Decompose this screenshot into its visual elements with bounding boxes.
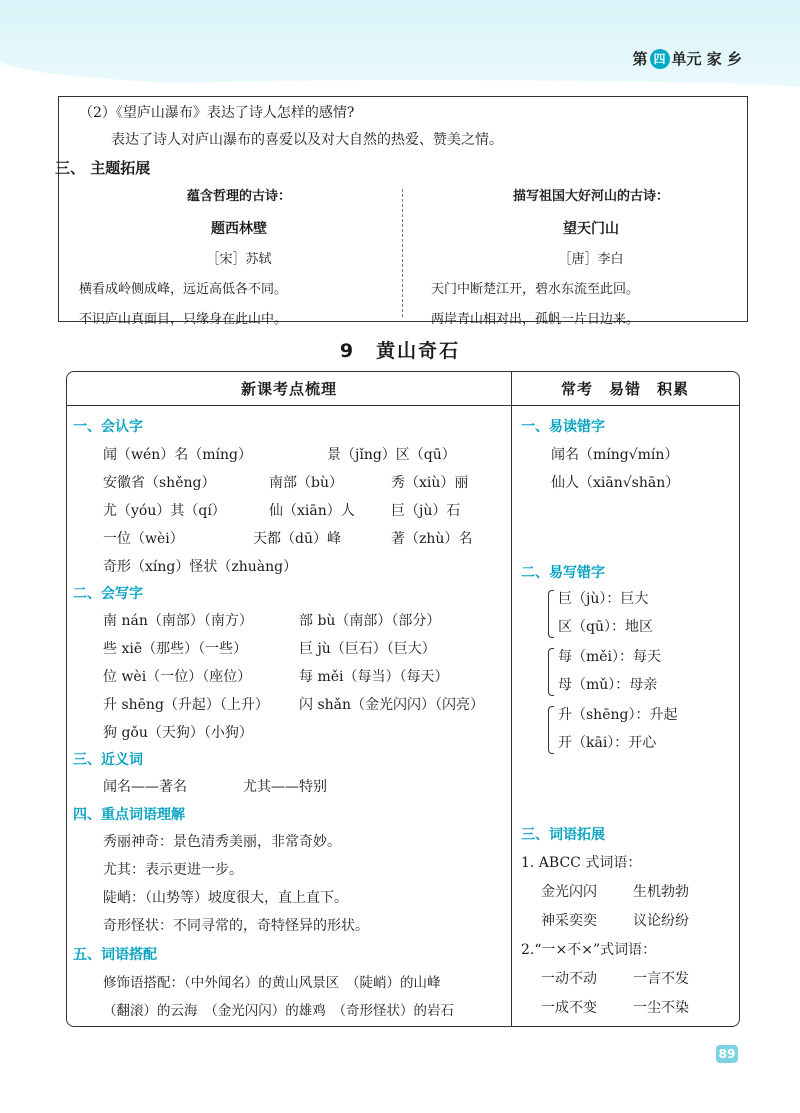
synonym-pair: 尤其——特别 <box>243 779 327 795</box>
page-number: 89 <box>716 1045 738 1063</box>
section-expand-title: 三、词语拓展 <box>521 827 605 843</box>
write-item: 些 xiē（那些）（一些） <box>103 641 248 657</box>
section-title: 三、 主题拓展 <box>55 159 151 177</box>
recognize-item: 一位（wèi） <box>103 531 184 547</box>
collocation-line: 修饰语搭配：（中外闻名）的黄山风景区 （陡峭）的山峰 <box>103 975 441 991</box>
dashed-divider <box>402 189 403 317</box>
confusable-item: 开（kāi）：开心 <box>558 735 657 751</box>
expand-word: 金光闪闪 <box>541 884 597 900</box>
poem-line: 两岸青山相对出，孤帆一片日边来。 <box>431 312 640 327</box>
poem-title: 题西林壁 <box>211 221 267 237</box>
poem-author: ［宋］苏轼 <box>206 252 272 267</box>
poem-author: ［唐］李白 <box>558 252 624 267</box>
expand-word: 议论纷纷 <box>633 913 689 929</box>
recognize-item: 仙（xiān）人 <box>269 503 355 519</box>
write-item: 南 nán（南部）（南方） <box>103 613 253 629</box>
lesson-box <box>66 371 740 1027</box>
recognize-item: 景（jǐng）区（qū） <box>327 447 456 463</box>
recognize-item: 奇形（xíng）怪状（zhuàng） <box>103 559 298 575</box>
right-column-header: 常考 易错 积累 <box>511 372 739 406</box>
collocation-line: （翻滚）的云海 （金光闪闪）的雄鸡 （奇形怪状）的岩石 <box>103 1003 454 1019</box>
write-item: 每 měi（每当）（每天） <box>299 669 449 685</box>
recognize-item: 天都（dū）峰 <box>253 531 341 547</box>
synonym-pair: 闻名——著名 <box>103 779 187 795</box>
unit-label <box>633 48 742 69</box>
keyword-item: 陡峭：（山势等）坡度很大，直上直下。 <box>103 890 348 906</box>
confusable-item: 升（shēng）：升起 <box>558 707 678 723</box>
expand-word: 一言不发 <box>633 971 689 987</box>
write-item: 狗 gǒu（天狗）（小狗） <box>103 725 253 741</box>
expand-pattern: 2.“一×不×”式词语： <box>521 942 657 958</box>
expand-word: 生机勃勃 <box>633 884 689 900</box>
lesson-title: 9 黄山奇石 <box>339 340 461 362</box>
write-item: 闪 shǎn（金光闪闪）（闪亮） <box>299 697 485 713</box>
confusable-item: 巨（jù）：巨大 <box>558 591 649 607</box>
left-column-header: 新课考点梳理 <box>67 372 511 406</box>
write-item: 升 shēng（升起）（上升） <box>103 697 269 713</box>
confusable-item: 区（qū）：地区 <box>558 619 653 635</box>
write-item: 部 bù（南部）（部分） <box>299 613 441 629</box>
section-easy-read-title: 一、易读错字 <box>521 419 605 435</box>
keyword-item: 秀丽神奇：景色清秀美丽，非常奇妙。 <box>103 834 341 850</box>
poem-line: 天门中断楚江开，碧水东流至此回。 <box>431 282 640 297</box>
recognize-item: 安徽省（shěng） <box>103 475 216 491</box>
expand-word: 一尘不染 <box>633 1000 689 1016</box>
poem-line: 横看成岭侧成峰，远近高低各不同。 <box>79 282 288 297</box>
brace <box>548 706 554 754</box>
poem-right <box>431 185 751 327</box>
write-item: 位 wèi（一位）（座位） <box>103 669 252 685</box>
poem-left <box>79 185 399 327</box>
recognize-item: 秀（xiù）丽 <box>391 475 469 491</box>
unit-suffix: 单元 家 乡 <box>671 50 742 68</box>
poem-title: 望天门山 <box>563 221 619 237</box>
unit-prefix: 第 <box>632 50 648 68</box>
recognize-item: 闻（wén）名（míng） <box>103 447 253 463</box>
easy-read-item: 闻名（míng√mín） <box>551 447 679 463</box>
review-answer: 表达了诗人对庐山瀑布的喜爱以及对大自然的热爱、赞美之情。 <box>111 132 503 148</box>
keyword-item: 尤其：表示更进一步。 <box>103 862 243 878</box>
recognize-item: 南部（bù） <box>269 475 343 491</box>
poem-line: 不识庐山真面目，只缘身在此山中。 <box>79 312 288 327</box>
expand-word: 神采奕奕 <box>541 913 597 929</box>
section-easy-write-title: 二、易写错字 <box>521 565 605 581</box>
section-write-title: 二、会写字 <box>73 586 143 602</box>
recognize-item: 巨（jù）石 <box>391 503 461 519</box>
expand-pattern: 1. ABCC 式词语： <box>521 855 642 871</box>
section-collocation-title: 五、词语搭配 <box>73 947 157 963</box>
section-recognize-title: 一、会认字 <box>73 419 143 435</box>
recognize-item: 尤（yóu）其（qí） <box>103 503 226 519</box>
write-item: 巨 jù（巨石）（巨大） <box>299 641 436 657</box>
review-question: （2）《望庐山瀑布》表达了诗人怎样的感情? <box>79 105 355 121</box>
keyword-item: 奇形怪状：不同寻常的，奇特怪异的形状。 <box>103 918 369 934</box>
section-keywords-title: 四、重点词语理解 <box>73 807 185 823</box>
column-divider <box>511 372 512 1026</box>
brace <box>548 590 554 638</box>
header-band <box>0 0 800 90</box>
poem-heading: 蕴含哲理的古诗： <box>186 189 291 204</box>
unit-number-badge: 四 <box>650 49 670 69</box>
confusable-item: 母（mǔ）：母亲 <box>558 677 658 693</box>
section-synonyms-title: 三、近义词 <box>73 752 143 768</box>
easy-read-item: 仙人（xiān√shān） <box>551 475 680 491</box>
brace <box>548 648 554 696</box>
expand-word: 一动不动 <box>541 971 597 987</box>
recognize-item: 著（zhù）名 <box>391 531 473 547</box>
poem-heading: 描写祖国大好河山的古诗： <box>512 189 669 204</box>
confusable-item: 每（měi）：每天 <box>558 649 662 665</box>
expand-word: 一成不变 <box>541 1000 597 1016</box>
review-box <box>55 96 748 327</box>
